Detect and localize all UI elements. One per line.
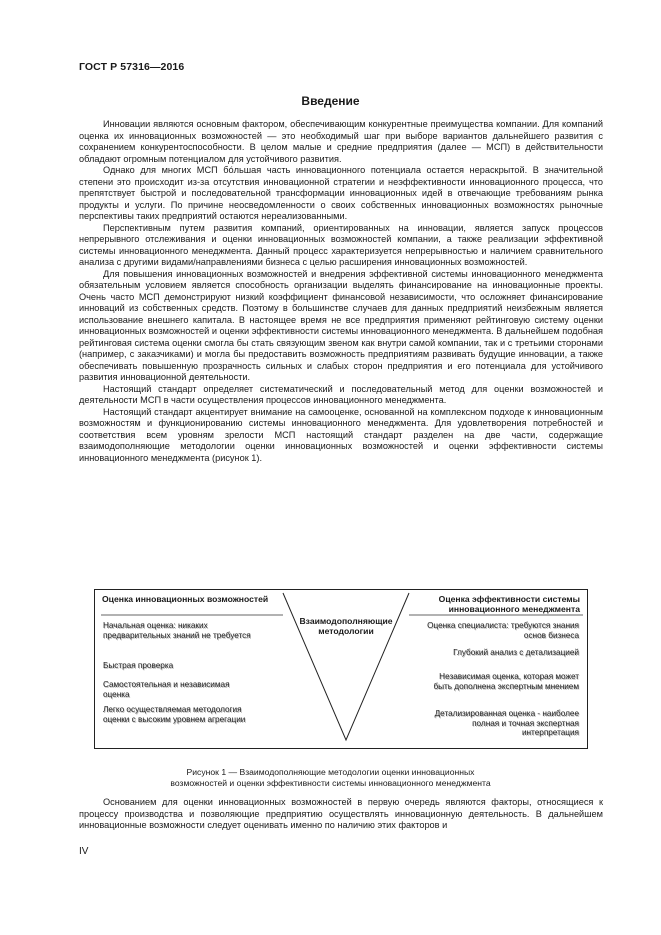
left-item-4: Легко осуществляемая методология оценки с высоким уровнем агрегации — [103, 705, 246, 724]
right-column-heading: Оценка эффективности системы инновационного менеджмента — [438, 594, 580, 614]
page-number: IV — [79, 846, 89, 857]
left-item-1: Начальная оценка: никаких предварительных знаний не требуется — [103, 621, 251, 640]
left-item-2: Быстрая проверка — [103, 661, 174, 670]
paragraph-6: Настоящий стандарт акцентирует внимание на самооценке, основанной на комплексном подходе к инновационным возможностям и функционированию системы инновационного менеджмента. Для удовлетворения потребностей и соответствия всем уровням зрелости МСП настоящий стандарт разделен на две части, содержащие взаимодополняющие методологии оценки инновационных возможностей и оценки эффективности системы инновационного менеджмента (рисунок 1). — [79, 406, 603, 463]
introduction-body — [79, 119, 603, 464]
center-heading: Взаимодополняющие методологии — [299, 616, 393, 636]
closing-text — [79, 797, 603, 832]
figure-caption — [0, 767, 661, 789]
left-item-3: Самостоятельная и независимая оценка — [103, 680, 230, 699]
caption-line-1: Рисунок 1 — Взаимодополняющие методологии оценки инновационных — [186, 767, 475, 777]
left-column-heading: Оценка инновационных возможностей — [102, 594, 269, 604]
paragraph-5: Настоящий стандарт определяет систематический и последовательный метод для оценки возможностей и деятельности МСП в части осуществления процессов инновационного менеджмента. — [79, 383, 603, 405]
paragraph-3: Перспективным путем развития компаний, ориентированных на инновации, является запуск процессов непрерывного отслеживания и оценки инновационных возможностей компании, а также реализации эффективной системы инновационного менеджмента. Данный процесс характеризуется непрерывностью и наличием сравнительного анализа с другими видами/направлениями бизнеса с целью расширения инновационных возможностей. — [79, 222, 603, 267]
right-item-2: Глубокий анализ с детализацией — [453, 648, 579, 657]
right-item-4: Детализированная оценка - наиболее полная и точная экспертная интерпретация — [434, 709, 579, 738]
paragraph-4: Для повышения инновационных возможностей и внедрения эффективной системы инновационного менеджмента обязательным условием является способность организации выделять финансирование на инновационные проекты. Очень часто МСП демонстрируют низкий коэффициент финансовой независимости, что осложняет финансирование инноваций из собственных средств. Поэтому в большинстве случаев для данных предприятий неизбежным является использование внешнего капитала. В настоящее время не все предприятия применяют рейтинговую систему оценки инновационных возможностей и оценки эффективности системы инновационного менеджмента. В дальнейшем подобная рейтинговая система оценки смогла бы стать связующим звеном как внутри самой компании, так и с третьими сторонами (например, с заказчиками) и могла бы предоставить возможность предприятиям развивать будущие инновации, а также обеспечивать повышенную прозрачность сильных и слабых сторон предприятия и его потенциала для устойчивого развития инновационной деятельности. — [79, 268, 603, 382]
figure-1-diagram — [94, 589, 588, 749]
right-item-3: Независимая оценка, которая может быть дополнена экспертным мнением — [433, 672, 579, 691]
closing-paragraph: Основанием для оценки инновационных возможностей в первую очередь являются факторы, относящиеся к процессу производства и позволяющие предприятию осуществлять инновационную деятельность. В дальнейшем инновационные возможности следует оценивать именно по наличию этих факторов и — [79, 797, 603, 830]
paragraph-2: Однако для многих МСП бóльшая часть инновационного потенциала остается нераскрытой. В значительной степени это происходит из-за отсутствия инновационной стратегии и неэффективности инновационного процесса, что препятствует быстрой и последовательной трансформации инновационных идей в отвечающие требованиям рынка продукты и услуги. По причине неосведомленности о своих собственных инновационных возможностях рыночные перспективы таких предприятий остаются нереализованными. — [79, 165, 603, 221]
section-title: Введение — [301, 94, 360, 108]
paragraph-1: Инновации являются основным фактором, обеспечивающим конкурентные преимущества компании. Для компаний оценка их инновационных возможностей — это необходимый шаг при выборе вариантов дальнейшего развития с сохранением конкурентоспособности. В целом малые и средние предприятия (далее — МСП) в действительности обладают огромным потенциалом для устойчивого развития. — [79, 119, 603, 164]
standard-header: ГОСТ Р 57316—2016 — [79, 61, 185, 73]
caption-line-2: возможностей и оценки эффективности системы инновационного менеджмента — [170, 778, 491, 788]
right-item-1: Оценка специалиста: требуются знания основ бизнеса — [427, 621, 579, 640]
